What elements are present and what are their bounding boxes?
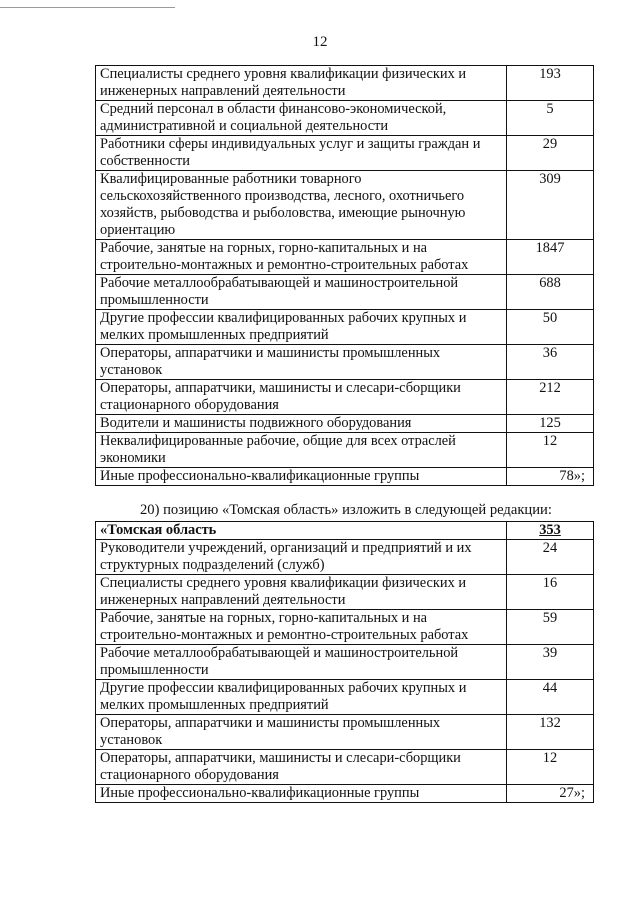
tomsk-region-table <box>95 521 594 803</box>
row-value: 1847 <box>507 240 594 275</box>
table-row <box>96 433 594 468</box>
row-value: 36 <box>507 345 594 380</box>
table-row <box>96 240 594 275</box>
row-label: Рабочие, занятые на горных, горно-капитальных и на строительно-монтажных и ремонтно-строительных работах <box>96 610 507 645</box>
row-value: 309 <box>507 171 594 240</box>
row-value: 24 <box>507 540 594 575</box>
table-row <box>96 310 594 345</box>
row-label: Квалифицированные работники товарного сельскохозяйственного производства, лесного, охотничьего хозяйств, рыбоводства и рыболовства, имеющие рыночную ориентацию <box>96 171 507 240</box>
row-value: 16 <box>507 575 594 610</box>
table-row <box>96 136 594 171</box>
row-label: Средний персонал в области финансово-экономической, административной и социальной деятельности <box>96 101 507 136</box>
table-row <box>96 468 594 486</box>
top-rule <box>0 7 175 8</box>
table-row <box>96 380 594 415</box>
row-value: 212 <box>507 380 594 415</box>
table-row <box>96 715 594 750</box>
row-value: 44 <box>507 680 594 715</box>
row-label: Операторы, аппаратчики, машинисты и слесари-сборщики стационарного оборудования <box>96 750 507 785</box>
row-label: Водители и машинисты подвижного оборудования <box>96 415 507 433</box>
table-row <box>96 345 594 380</box>
table-row <box>96 645 594 680</box>
region-title: «Томская область <box>96 522 507 540</box>
row-label: Иные профессионально-квалификационные группы <box>96 785 507 803</box>
row-label: Операторы, аппаратчики, машинисты и слесари-сборщики стационарного оборудования <box>96 380 507 415</box>
row-value: 125 <box>507 415 594 433</box>
region-total: 353 <box>507 522 594 540</box>
row-label: Неквалифицированные рабочие, общие для всех отраслей экономики <box>96 433 507 468</box>
table-header-row <box>96 522 594 540</box>
row-label: Рабочие, занятые на горных, горно-капитальных и на строительно-монтажных и ремонтно-строительных работах <box>96 240 507 275</box>
table-row <box>96 575 594 610</box>
row-value: 78»; <box>507 468 594 486</box>
row-value: 12 <box>507 433 594 468</box>
table-row <box>96 66 594 101</box>
row-value: 688 <box>507 275 594 310</box>
row-label: Специалисты среднего уровня квалификации физических и инженерных направлений деятельности <box>96 575 507 610</box>
table-row <box>96 171 594 240</box>
row-value: 193 <box>507 66 594 101</box>
table-row <box>96 540 594 575</box>
row-label: Рабочие металлообрабатывающей и машиностроительной промышленности <box>96 645 507 680</box>
table-row <box>96 785 594 803</box>
row-value: 59 <box>507 610 594 645</box>
row-value: 12 <box>507 750 594 785</box>
page-number: 12 <box>312 34 328 50</box>
row-label: Руководители учреждений, организаций и предприятий и их структурных подразделений (служб) <box>96 540 507 575</box>
row-value: 27»; <box>507 785 594 803</box>
occupation-table-continued <box>95 65 594 486</box>
table-row <box>96 750 594 785</box>
row-label: Рабочие металлообрабатывающей и машиностроительной промышленности <box>96 275 507 310</box>
table-row <box>96 415 594 433</box>
table-row <box>96 680 594 715</box>
row-label: Операторы, аппаратчики и машинисты промышленных установок <box>96 715 507 750</box>
amendment-intro-text: 20) позицию «Томская область» изложить в следующей редакции: <box>140 502 552 518</box>
row-label: Специалисты среднего уровня квалификации физических и инженерных направлений деятельности <box>96 66 507 101</box>
row-label: Другие профессии квалифицированных рабочих крупных и мелких промышленных предприятий <box>96 680 507 715</box>
row-label: Операторы, аппаратчики и машинисты промышленных установок <box>96 345 507 380</box>
row-label: Работники сферы индивидуальных услуг и защиты граждан и собственности <box>96 136 507 171</box>
row-label: Иные профессионально-квалификационные группы <box>96 468 507 486</box>
row-value: 50 <box>507 310 594 345</box>
table-row <box>96 101 594 136</box>
row-value: 29 <box>507 136 594 171</box>
row-label: Другие профессии квалифицированных рабочих крупных и мелких промышленных предприятий <box>96 310 507 345</box>
table-row <box>96 610 594 645</box>
table-row <box>96 275 594 310</box>
row-value: 5 <box>507 101 594 136</box>
row-value: 39 <box>507 645 594 680</box>
row-value: 132 <box>507 715 594 750</box>
